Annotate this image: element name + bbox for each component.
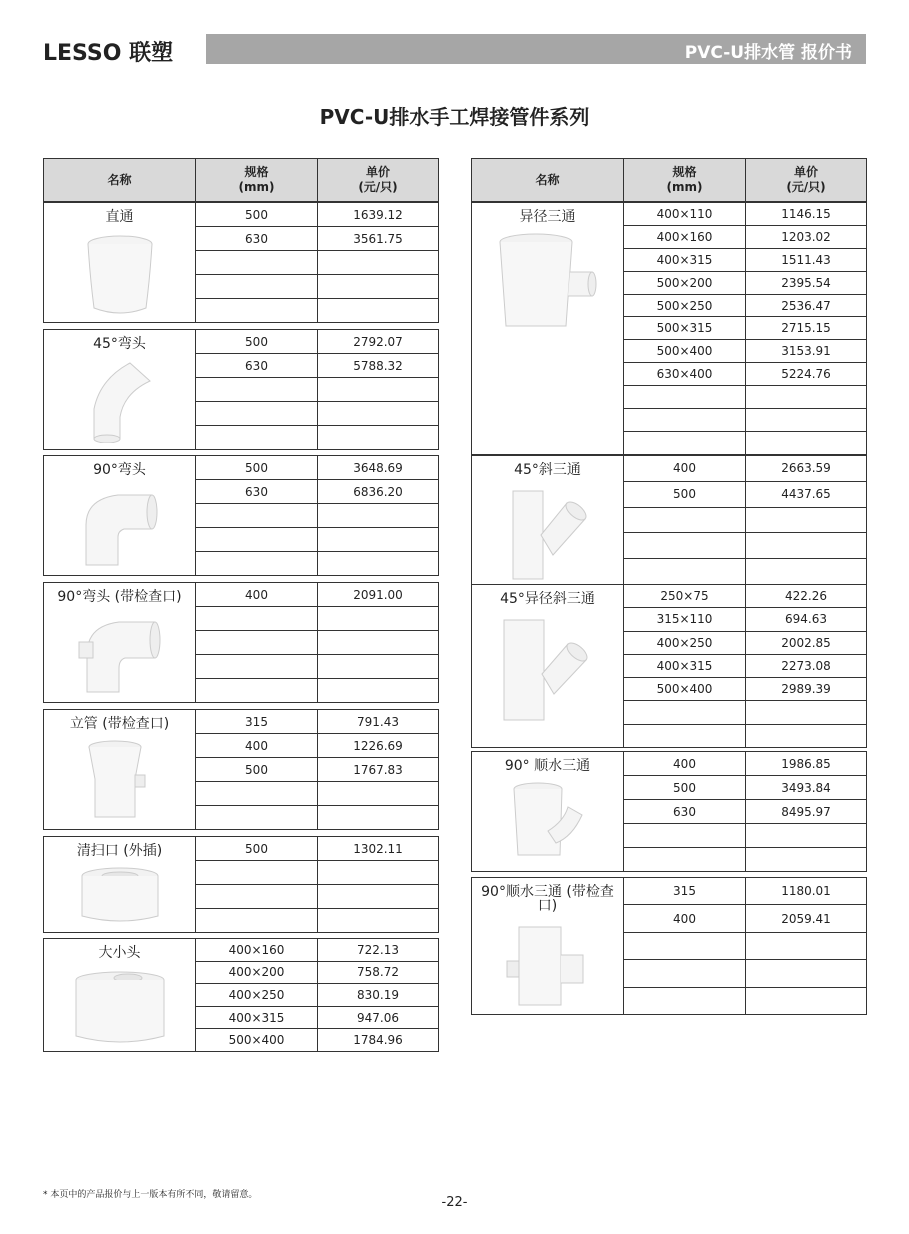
price-cell: 3648.69	[318, 456, 439, 480]
spec-cell	[624, 701, 746, 724]
spec-cell	[196, 806, 318, 830]
price-cell	[746, 824, 867, 848]
table-row	[44, 837, 439, 861]
elbow-90-access-icon	[44, 612, 195, 699]
price-column-header: 单价 (元/只)	[318, 159, 439, 202]
product-name-cell	[44, 837, 196, 933]
spec-cell	[196, 426, 318, 450]
spec-cell	[196, 655, 318, 679]
price-cell	[746, 724, 867, 747]
spec-column-header: 规格 (mm)	[196, 159, 318, 202]
spec-cell: 500×400	[624, 678, 746, 701]
product-table	[43, 455, 439, 576]
price-cell	[746, 559, 867, 585]
spec-cell	[196, 782, 318, 806]
product-name: 45°弯头	[93, 336, 146, 352]
price-cell	[318, 909, 439, 933]
cleanout-icon	[44, 866, 195, 929]
spec-cell	[196, 251, 318, 275]
product-table	[471, 584, 867, 748]
product-table	[43, 938, 439, 1052]
product-name: 90°弯头 (带检查口)	[57, 589, 182, 605]
spec-cell	[196, 504, 318, 528]
price-cell: 830.19	[318, 984, 439, 1007]
price-cell: 758.72	[318, 961, 439, 984]
header-banner	[206, 34, 866, 64]
table-row	[472, 878, 867, 905]
spec-cell	[624, 932, 746, 959]
riser-access-icon	[44, 739, 195, 826]
spec-cell	[624, 386, 746, 409]
spec-cell	[196, 909, 318, 933]
product-table	[471, 455, 867, 585]
spec-cell	[196, 528, 318, 552]
spec-cell	[196, 861, 318, 885]
spec-cell	[624, 409, 746, 432]
spec-cell: 250×75	[624, 585, 746, 608]
price-cell: 694.63	[746, 608, 867, 631]
product-name: 大小头	[98, 945, 141, 961]
spec-cell: 400	[624, 456, 746, 482]
price-cell: 1511.43	[746, 248, 867, 271]
price-cell: 2273.08	[746, 654, 867, 677]
price-cell: 2395.54	[746, 271, 867, 294]
name-column-header: 名称	[44, 159, 196, 202]
price-cell: 1639.12	[318, 203, 439, 227]
spec-cell: 400×250	[196, 984, 318, 1007]
product-name-cell	[44, 710, 196, 830]
price-cell: 422.26	[746, 585, 867, 608]
reducing-wye-45-icon	[472, 614, 623, 727]
spec-cell: 315	[624, 878, 746, 905]
price-cell	[318, 679, 439, 703]
spec-cell	[196, 607, 318, 631]
spec-cell: 400×200	[196, 961, 318, 984]
footnote: * 本页中的产品报价与上一版本有所不同，敬请留意。	[43, 1190, 258, 1200]
spec-cell	[624, 960, 746, 987]
spec-cell: 400×315	[196, 1006, 318, 1029]
price-cell	[318, 782, 439, 806]
product-name: 清扫口 (外插)	[76, 843, 163, 859]
price-cell	[318, 504, 439, 528]
spec-cell	[624, 824, 746, 848]
price-cell: 3153.91	[746, 340, 867, 363]
price-cell: 791.43	[318, 710, 439, 734]
right-header-table	[471, 158, 867, 202]
spec-cell: 400×160	[196, 939, 318, 962]
price-cell: 5224.76	[746, 363, 867, 386]
price-cell: 1986.85	[746, 752, 867, 776]
spec-cell: 400×110	[624, 203, 746, 226]
product-table	[43, 836, 439, 933]
spec-cell: 400×250	[624, 631, 746, 654]
spec-cell: 400×315	[624, 654, 746, 677]
spec-cell	[196, 402, 318, 426]
sanitary-tee-icon	[472, 781, 623, 864]
spec-cell	[624, 431, 746, 454]
product-name-cell	[472, 878, 624, 1015]
spec-cell: 500×315	[624, 317, 746, 340]
price-column-header: 单价 (元/只)	[746, 159, 867, 202]
spec-cell: 400	[196, 583, 318, 607]
price-cell: 5788.32	[318, 354, 439, 378]
spec-cell	[196, 679, 318, 703]
price-cell	[746, 701, 867, 724]
spec-cell: 630	[196, 227, 318, 251]
spec-cell: 500×200	[624, 271, 746, 294]
product-table	[43, 709, 439, 830]
spec-cell	[196, 275, 318, 299]
price-cell: 2989.39	[746, 678, 867, 701]
product-name-cell	[44, 330, 196, 450]
spec-cell: 315	[196, 710, 318, 734]
spec-cell: 315×110	[624, 608, 746, 631]
price-cell	[746, 987, 867, 1014]
spec-cell: 500	[624, 481, 746, 507]
price-cell: 1302.11	[318, 837, 439, 861]
wye-45-icon	[472, 485, 623, 584]
table-row	[44, 203, 439, 227]
spec-cell: 630×400	[624, 363, 746, 386]
price-cell	[318, 631, 439, 655]
spec-cell	[196, 552, 318, 576]
price-cell	[746, 960, 867, 987]
spec-cell	[624, 507, 746, 533]
price-cell: 3561.75	[318, 227, 439, 251]
spec-cell: 500	[196, 456, 318, 480]
price-cell: 722.13	[318, 939, 439, 962]
product-table	[43, 582, 439, 703]
price-cell	[318, 402, 439, 426]
straight-coupling-icon	[44, 232, 195, 319]
price-cell: 1784.96	[318, 1029, 439, 1052]
table-row	[472, 752, 867, 776]
spec-cell	[196, 631, 318, 655]
price-cell	[318, 426, 439, 450]
price-cell	[746, 932, 867, 959]
price-cell: 1203.02	[746, 225, 867, 248]
product-name-cell	[472, 752, 624, 872]
table-row	[44, 710, 439, 734]
elbow-45-icon	[44, 359, 195, 446]
price-cell	[318, 299, 439, 323]
price-cell	[746, 507, 867, 533]
product-name-cell	[44, 939, 196, 1052]
product-name: 90°顺水三通 (带检查口)	[481, 884, 614, 914]
price-cell: 2715.15	[746, 317, 867, 340]
spec-cell: 400×315	[624, 248, 746, 271]
price-cell: 1146.15	[746, 203, 867, 226]
table-row	[44, 456, 439, 480]
product-name: 45°斜三通	[514, 462, 581, 478]
spec-cell	[196, 885, 318, 909]
product-name: 直通	[105, 209, 134, 225]
elbow-90-icon	[44, 485, 195, 572]
price-cell	[318, 251, 439, 275]
spec-cell: 400	[196, 734, 318, 758]
spec-cell	[624, 533, 746, 559]
product-name: 90° 顺水三通	[504, 758, 591, 774]
table-row	[472, 203, 867, 226]
price-cell: 8495.97	[746, 800, 867, 824]
price-cell	[318, 552, 439, 576]
table-row	[44, 583, 439, 607]
price-cell: 6836.20	[318, 480, 439, 504]
price-cell	[746, 409, 867, 432]
product-name: 立管 (带检查口)	[69, 716, 170, 732]
spec-cell: 500	[196, 837, 318, 861]
spec-cell: 500	[196, 758, 318, 782]
price-cell: 4437.65	[746, 481, 867, 507]
price-cell: 947.06	[318, 1006, 439, 1029]
product-name-cell	[44, 203, 196, 323]
product-name-cell	[472, 456, 624, 585]
product-name: 90°弯头	[93, 462, 146, 478]
spec-cell: 500	[624, 776, 746, 800]
product-table	[43, 202, 439, 323]
product-table	[471, 877, 867, 1015]
spec-cell: 630	[196, 480, 318, 504]
price-cell: 2091.00	[318, 583, 439, 607]
spec-cell	[624, 987, 746, 1014]
price-cell	[318, 885, 439, 909]
spec-cell: 500×400	[196, 1029, 318, 1052]
price-cell: 2663.59	[746, 456, 867, 482]
price-cell: 2536.47	[746, 294, 867, 317]
spec-cell	[196, 378, 318, 402]
product-name: 异径三通	[519, 209, 576, 225]
spec-cell: 500×400	[624, 340, 746, 363]
reducing-tee-icon	[472, 232, 623, 335]
price-cell: 2792.07	[318, 330, 439, 354]
price-cell: 1767.83	[318, 758, 439, 782]
price-cell	[318, 378, 439, 402]
product-table	[43, 329, 439, 450]
spec-cell: 630	[196, 354, 318, 378]
price-cell	[318, 275, 439, 299]
price-cell: 1226.69	[318, 734, 439, 758]
sanitary-tee-access-icon	[472, 921, 623, 1014]
product-table	[471, 202, 867, 455]
reducer-icon	[44, 968, 195, 1051]
spec-cell: 630	[624, 800, 746, 824]
price-cell	[746, 533, 867, 559]
table-row	[472, 585, 867, 608]
product-name-cell	[472, 585, 624, 748]
table-row	[44, 939, 439, 962]
spec-column-header: 规格 (mm)	[624, 159, 746, 202]
price-cell	[318, 861, 439, 885]
table-row	[472, 456, 867, 482]
product-table	[471, 751, 867, 872]
spec-cell: 500×250	[624, 294, 746, 317]
product-name-cell	[44, 583, 196, 703]
price-cell	[746, 386, 867, 409]
price-cell: 3493.84	[746, 776, 867, 800]
price-cell	[318, 607, 439, 631]
price-cell: 2059.41	[746, 905, 867, 932]
spec-cell	[624, 848, 746, 872]
price-cell: 1180.01	[746, 878, 867, 905]
price-cell	[318, 806, 439, 830]
spec-cell: 400×160	[624, 225, 746, 248]
price-cell	[318, 528, 439, 552]
page-title: PVC-U排水手工焊接管件系列	[319, 105, 590, 129]
product-name: 45°异径斜三通	[500, 591, 595, 607]
spec-cell: 500	[196, 203, 318, 227]
page-number: -22-	[441, 1195, 468, 1210]
left-header-table	[43, 158, 439, 202]
spec-cell: 400	[624, 905, 746, 932]
spec-cell	[624, 559, 746, 585]
price-cell	[318, 655, 439, 679]
spec-cell: 400	[624, 752, 746, 776]
brand-logo: LESSO 联塑	[43, 41, 174, 66]
product-name-cell	[472, 203, 624, 455]
price-cell	[746, 848, 867, 872]
banner-title: PVC-U排水管 报价书	[684, 43, 852, 63]
table-row	[44, 330, 439, 354]
name-column-header: 名称	[472, 159, 624, 202]
product-name-cell	[44, 456, 196, 576]
spec-cell	[624, 724, 746, 747]
price-cell	[746, 431, 867, 454]
price-cell: 2002.85	[746, 631, 867, 654]
spec-cell	[196, 299, 318, 323]
spec-cell: 500	[196, 330, 318, 354]
